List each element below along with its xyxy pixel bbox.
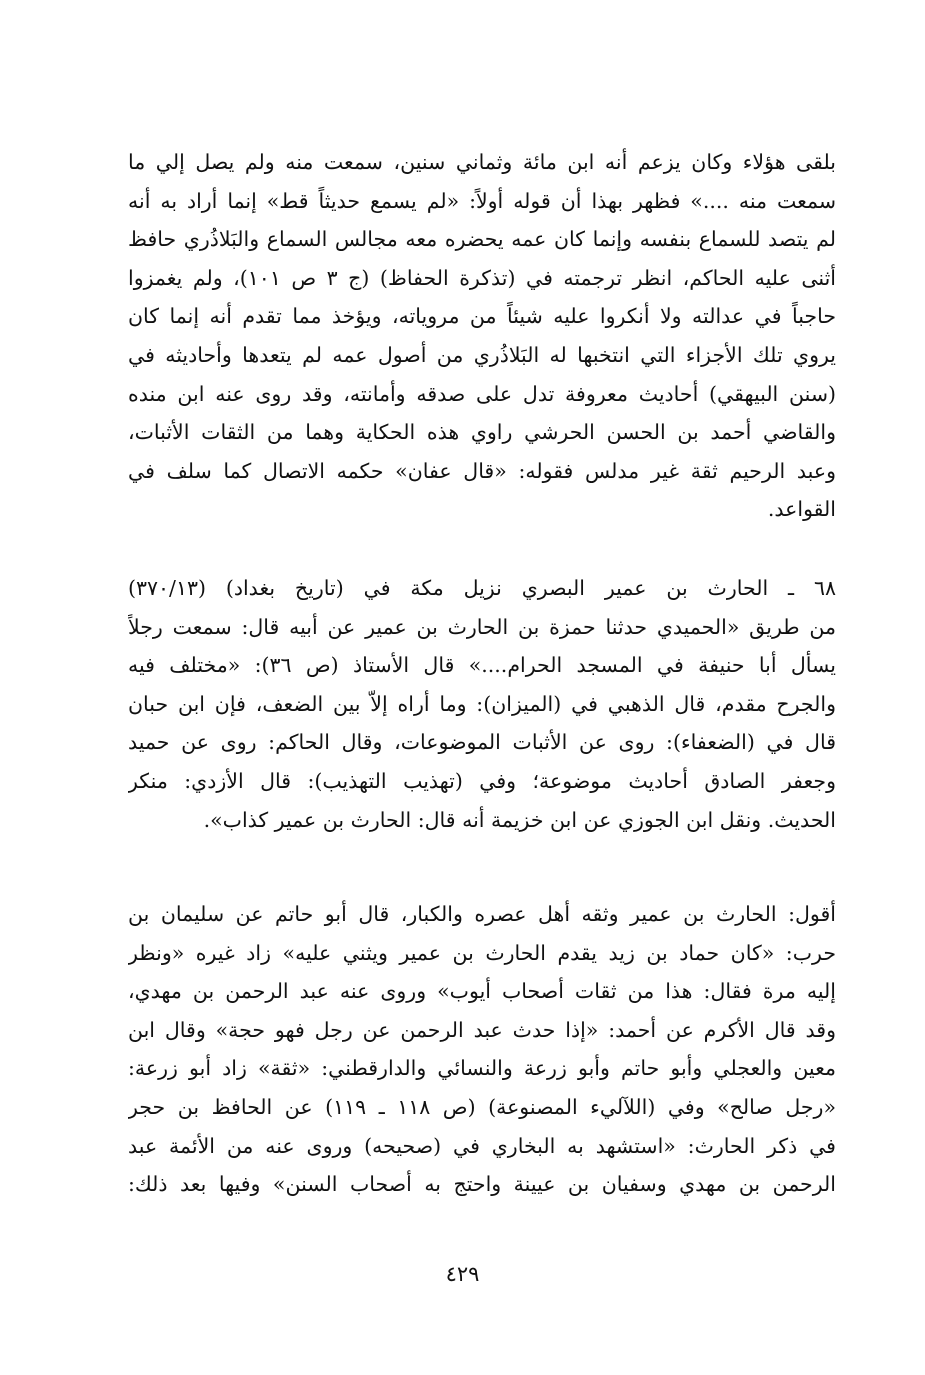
response-paragraph [128, 895, 836, 1204]
entry-68-paragraph [128, 569, 836, 839]
page-number: ٤٢٩ [445, 1262, 480, 1286]
text-line: من طريق «الحميدي حدثنا حمزة بن الحارث بن عمير عن أبيه قال: سمعت رجلاً [128, 614, 836, 639]
text-line: حرب: «كان حماد بن زيد يقدم الحارث بن عمير ويثني عليه» زاد غيره «ونظر [128, 940, 836, 965]
text-line: يسأل أبا حنيفة في المسجد الحرام....» قال الأستاذ (ص ٣٦): «مختلف فيه [128, 653, 836, 678]
paragraph-continuation [128, 143, 836, 529]
text-line: «رجل صالح» وفي (اللآليء المصنوعة) (ص ١١٨ ـ ١١٩) عن الحافظ بن حجر [128, 1094, 836, 1119]
text-line: أثنى عليه الحاكم، انظر ترجمته في (تذكرة الحفاظ) (ج ٣ ص ١٠١)، ولم يغمزوا [128, 265, 836, 290]
text-line: وجعفر الصادق أحاديث موضوعة؛ وفي (تهذيب التهذيب): قال الأزدي: منكر [128, 768, 836, 793]
text-line: يروي تلك الأجزاء التي انتخبها له البَلاذُري من أصول عمه لم يتعدها وأحاديثه في [128, 342, 836, 367]
text-line: (سنن البيهقي) أحاديث معروفة تدل على صدقه وأمانته، وقد روى عنه ابن منده [128, 381, 836, 406]
text-line: لم يتصد للسماع بنفسه وإنما كان عمه يحضره معه مجالس السماع والبَلاذُري حافظ [128, 227, 836, 252]
text-line: الرحمن بن مهدي وسفيان بن عيينة واحتج به أصحاب السنن» وفيها بعد ذلك: [128, 1172, 836, 1197]
text-line: القواعد. [767, 497, 836, 522]
text-line: في ذكر الحارث: «استشهد به البخاري في (صحيحه) وروى عنه من الأئمة عبد [128, 1133, 836, 1158]
text-line: والقاضي أحمد بن الحسن الحرشي راوي هذه الحكاية وهما من الثقات الأثبات، [128, 420, 836, 445]
text-line: معين والعجلي وأبو حاتم وأبو زرعة والنسائي والدارقطني: «ثقة» زاد أبو زرعة: [128, 1056, 836, 1081]
text-line: الحديث. ونقل ابن الجوزي عن ابن خزيمة أنه قال: الحارث بن عمير كذاب». [203, 807, 836, 832]
text-line: قال في (الضعفاء): روى عن الأثبات الموضوعات، وقال الحاكم: روى عن حميد [128, 730, 836, 755]
text-line: والجرح مقدم، قال الذهبي في (الميزان): وما أراه إلاّ بين الضعف، فإن ابن حبان [128, 691, 836, 716]
text-line: بلقى هؤلاء وكان يزعم أنه ابن مائة وثماني سنين، سمعت منه ولم يصل إلي ما [128, 150, 836, 174]
text-line: حاجباً في عدالته ولا أنكروا عليه شيئاً من مروياته، ويؤخذ مما تقدم أنه إنما كان [128, 304, 836, 329]
text-line: وعبد الرحيم ثقة غير مدلس فقوله: «قال عفان» حكمه الاتصال كما سلف في [128, 458, 836, 483]
text-line: سمعت منه ....» فظهر بهذا أن قوله أولاً: «لم يسمع حديثاً قط» إنما أراد به أنه [128, 188, 836, 213]
text-line: إليه مرة فقال: هذا من ثقات أصحاب أيوب» وروى عنه عبد الرحمن بن مهدي، [128, 979, 836, 1004]
text-line: وقد قال الأكرم عن أحمد: «إذا حدث عبد الرحمن عن رجل فهو حجة» وقال ابن [128, 1017, 836, 1042]
text-line: أقول: الحارث بن عمير وثقه أهل عصره والكبار، قال أبو حاتم عن سليمان بن [128, 902, 836, 926]
entry-heading-line: ٦٨ ـ الحارث بن عمير البصري نزيل مكة في (تاريخ بغداد) (٣٧٠/١٣) [128, 576, 836, 600]
